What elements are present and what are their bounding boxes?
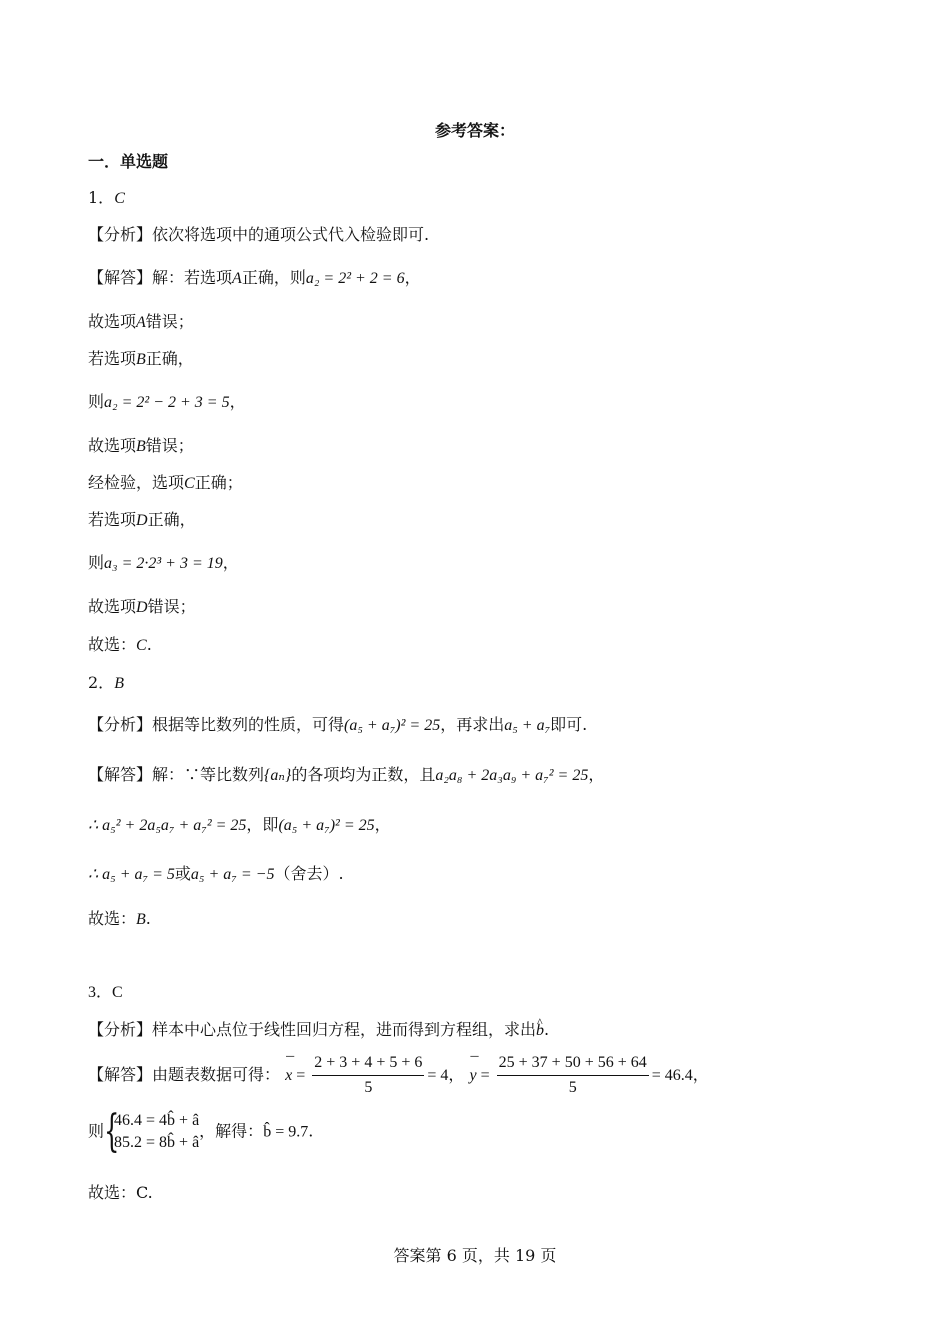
y-mean-result: = 46.4 [651, 1067, 693, 1084]
text: . [544, 1020, 550, 1039]
option-letter: D [136, 512, 148, 529]
formula: a₂ = 2² + 2 = 6 [305, 270, 405, 287]
text: ， [588, 765, 605, 784]
text: 错误； [147, 597, 196, 616]
q2-number: 2． [88, 673, 115, 692]
fraction-denominator: 5 [568, 1079, 577, 1096]
text: 根据等比数列的性质，可得 [152, 715, 345, 734]
q1-solution-line-9 [88, 597, 196, 618]
q2-solution-line-3 [88, 864, 344, 885]
page-title: 参考答案： [434, 121, 515, 140]
y-mean-fraction [497, 1052, 649, 1099]
text: ， [404, 268, 421, 287]
text: . [308, 1121, 314, 1141]
text: ， [222, 553, 239, 572]
q1-answer: C [114, 190, 125, 207]
q1-solution-line-3 [88, 349, 194, 370]
equation-row: 85.2 = 8b̂ + â [114, 1134, 200, 1151]
q1-solution-line-7 [88, 510, 196, 531]
text: （舍去）. [274, 864, 344, 883]
analysis-label: 【分析】 [88, 1020, 153, 1039]
option-letter: C [136, 637, 147, 654]
formula: ∴ a₅² + 2a₅a₇ + a₇² = 25 [88, 817, 247, 834]
text: 若选项 [88, 510, 137, 529]
q1-number: 1． [88, 188, 115, 207]
analysis-label: 【分析】 [88, 715, 153, 734]
formula: {aₙ} [264, 767, 292, 784]
fraction-numerator: 25 + 37 + 50 + 56 + 64 [497, 1052, 649, 1076]
formula: a₅ + a₇ [504, 717, 551, 734]
text: 正确， [147, 510, 196, 529]
q1-header [88, 188, 125, 209]
q3-solution-line-1: 【解答】由题表数据可得： ¯ x = $\frac{2 + 3 + 4 + 5 + 6}{5}$ = 4， ¯ y = $\frac{25 + 37 + 50 + 56 + 64}{5}$ = 46.4， [88, 1052, 709, 1099]
text: 解：若选项 [152, 268, 233, 287]
fraction-numerator: 2 + 3 + 4 + 5 + 6 [312, 1052, 424, 1076]
q1-solution-line-2 [88, 312, 194, 333]
text: 错误； [145, 436, 194, 455]
q2-conclusion [88, 909, 151, 930]
q3-analysis [88, 1020, 549, 1041]
formula: (a₅ + a₇)² = 25 [344, 717, 441, 734]
option-letter: B [136, 911, 146, 928]
formula: a₂ = 2² − 2 + 3 = 5 [104, 394, 230, 411]
text: 正确，则 [241, 268, 306, 287]
text: ， [692, 1065, 709, 1084]
text: 由题表数据可得： [152, 1065, 281, 1084]
q2-answer: B [114, 675, 124, 692]
solution-label: 【解答】 [88, 765, 153, 784]
q1-analysis [88, 225, 429, 245]
section-heading: 一．单选题 [88, 152, 169, 171]
text: 故选项 [88, 312, 137, 331]
q1-analysis-text: 依次将选项中的通项公式代入检验即可. [152, 225, 430, 244]
q1-solution-line-8 [88, 553, 239, 574]
fraction-denominator: 5 [364, 1079, 373, 1096]
b-hat-symbol: ^ b [536, 1021, 544, 1041]
text: ，再求出 [440, 715, 505, 734]
q1-solution-line-4 [88, 392, 246, 413]
text: 故选： [88, 909, 137, 928]
q1-solution-line-5 [88, 436, 194, 457]
text: 或 [174, 864, 191, 883]
text: 则 [88, 553, 105, 572]
text: ， [374, 815, 391, 834]
q2-solution-line-2 [88, 815, 391, 836]
q2-analysis [88, 715, 587, 736]
equation-row: 46.4 = 4b̂ + â [114, 1112, 200, 1129]
analysis-label: 【分析】 [88, 225, 153, 244]
option-letter: A [232, 270, 242, 287]
y-bar-symbol: ¯ y [470, 1065, 477, 1087]
text: 正确； [194, 473, 243, 492]
formula: b̂ = 9.7 [263, 1123, 309, 1141]
text: 正确， [145, 349, 194, 368]
x-mean-fraction [312, 1052, 424, 1099]
text: 解：∵等比数列 [152, 765, 265, 784]
text: 故选： [88, 635, 137, 654]
x-bar-symbol: ¯ x [285, 1065, 292, 1087]
option-letter: A [136, 314, 146, 331]
q2-solution-line-1 [88, 765, 604, 786]
formula: a₅ + a₇ = −5 [190, 866, 275, 883]
q3-conclusion: 故选：C. [88, 1183, 153, 1202]
q1-solution-line-1 [88, 268, 421, 289]
text: . [145, 909, 151, 928]
solution-label: 【解答】 [88, 268, 153, 287]
formula: a₂a₈ + 2a₃a₉ + a₇² = 25 [435, 767, 589, 784]
equation-system: { 46.4 = 4b̂ + â 85.2 = 8b̂ + â [104, 1106, 200, 1157]
formula: ∴ a₅ + a₇ = 5 [88, 866, 175, 883]
page-footer: 答案第 6 页，共 19 页 [393, 1246, 557, 1265]
text: ， [229, 392, 246, 411]
option-letter: B [136, 351, 146, 368]
text: 经检验，选项 [88, 473, 185, 492]
formula: (a₅ + a₇)² = 25 [278, 817, 375, 834]
option-letter: C [184, 475, 195, 492]
q3-solution-line-2 [88, 1106, 314, 1157]
text: 样本中心点位于线性回归方程，进而得到方程组，求出 [152, 1020, 537, 1039]
formula: a₃ = 2·2³ + 3 = 19 [104, 555, 223, 572]
text: ，即 [246, 815, 279, 834]
option-letter: B [136, 438, 146, 455]
text: 错误； [145, 312, 194, 331]
text: 的各项均为正数，且 [291, 765, 436, 784]
solution-label: 【解答】 [88, 1065, 153, 1084]
text: 即可. [550, 715, 588, 734]
text: 若选项 [88, 349, 137, 368]
option-letter: D [136, 599, 148, 616]
q1-solution-line-6 [88, 473, 243, 494]
text: ，解得： [199, 1121, 264, 1141]
text: . [146, 635, 152, 654]
text: ， [448, 1065, 465, 1084]
q3-header: 3．C [88, 984, 123, 1001]
x-mean-result: = 4 [427, 1067, 449, 1084]
q1-conclusion [88, 635, 152, 656]
text: 故选项 [88, 597, 137, 616]
text: 故选项 [88, 436, 137, 455]
text: 则 [88, 1121, 105, 1141]
text: 则 [88, 392, 105, 411]
q2-header [88, 673, 124, 694]
